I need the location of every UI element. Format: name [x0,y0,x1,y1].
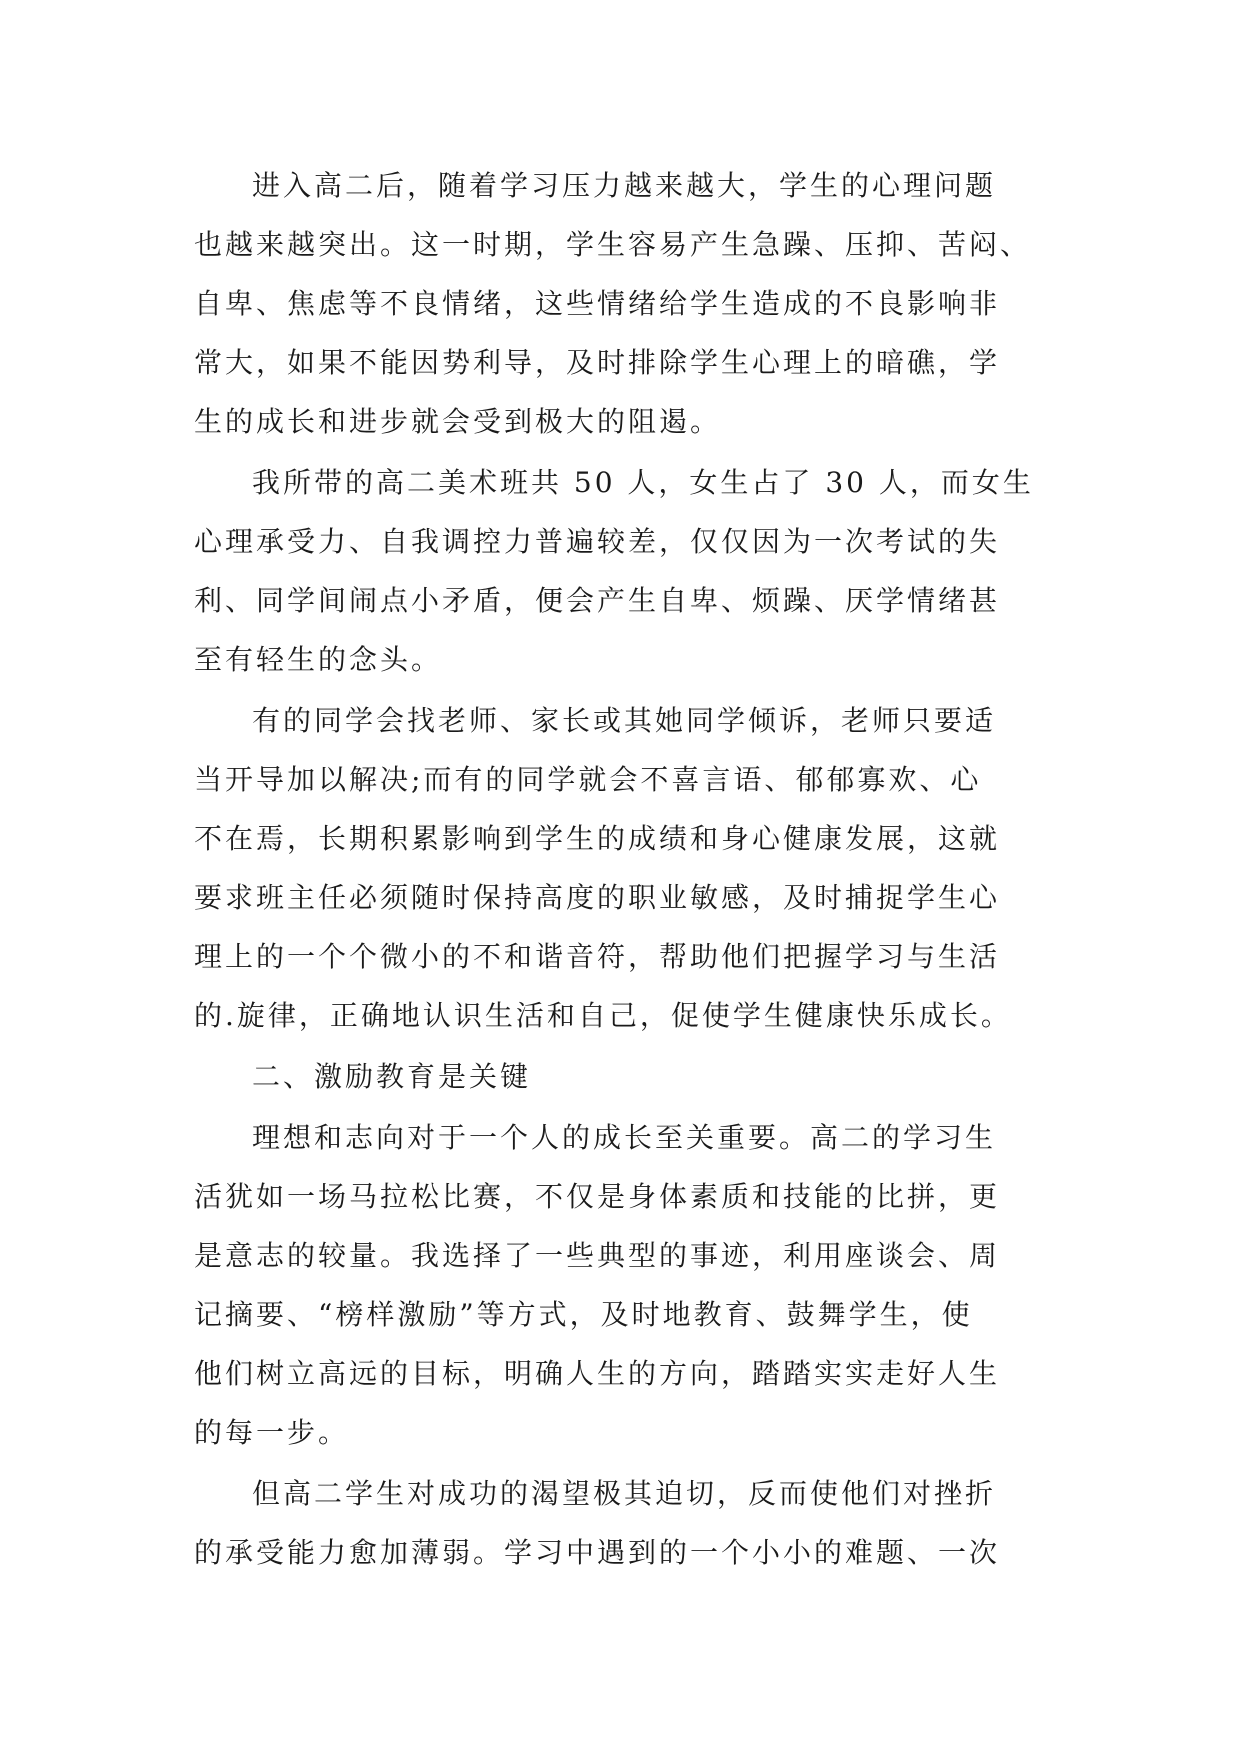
text-line: 的承受能力愈加薄弱。学习中遇到的一个小小的难题、一次 [194,1536,1001,1569]
text-line: 的每一步。 [194,1416,350,1449]
text-line: 不在焉，长期积累影响到学生的成绩和身心健康发展，这就 [194,822,1001,855]
paragraph-5 [194,1464,1054,1582]
text-line: 进入高二后，随着学习压力越来越大，学生的心理问题 [252,169,997,202]
text-line: 利、同学间闹点小矛盾，便会产生自卑、烦躁、厌学情绪甚 [194,584,1001,617]
text-line: 他们树立高远的目标，明确人生的方向，踏踏实实走好人生 [194,1357,1001,1390]
text-line: 生的成长和进步就会受到极大的阻遏。 [194,405,722,438]
paragraph-2 [194,453,1054,689]
document-body [194,156,1054,1584]
text-line: 当开导加以解决;而有的同学就会不喜言语、郁郁寡欢、心 [194,763,982,796]
paragraph-3 [194,691,1054,1045]
text-line: 是意志的较量。我选择了一些典型的事迹，利用座谈会、周 [194,1239,1001,1272]
text-line: 记摘要、“榜样激励”等方式，及时地教育、鼓舞学生，使 [194,1298,973,1331]
text-line: 至有轻生的念头。 [194,643,443,676]
text-line: 我所带的高二美术班共 50 人，女生占了 30 人，而女生 [252,466,1034,499]
text-line: 自卑、焦虑等不良情绪，这些情绪给学生造成的不良影响非 [194,287,1001,320]
text-line: 有的同学会找老师、家长或其她同学倾诉，老师只要适 [252,704,997,737]
section-heading-text: 二、激励教育是关键 [252,1060,532,1093]
text-line: 心理承受力、自我调控力普遍较差，仅仅因为一次考试的失 [194,525,1001,558]
paragraph-1 [194,156,1054,451]
text-line: 活犹如一场马拉松比赛，不仅是身体素质和技能的比拼，更 [194,1180,1001,1213]
paragraph-4 [194,1108,1054,1462]
text-line: 也越来越突出。这一时期，学生容易产生急躁、压抑、苦闷、 [194,228,1032,261]
text-line: 常大，如果不能因势利导，及时排除学生心理上的暗礁，学 [194,346,1001,379]
text-line: 但高二学生对成功的渴望极其迫切，反而使他们对挫折 [252,1477,997,1510]
text-line: 理上的一个个微小的不和谐音符，帮助他们把握学习与生活 [194,940,1001,973]
text-line: 要求班主任必须随时保持高度的职业敏感，及时捕捉学生心 [194,881,1001,914]
text-line: 理想和志向对于一个人的成长至关重要。高二的学习生 [252,1121,997,1154]
section-heading [194,1047,1054,1106]
text-line: 的.旋律，正确地认识生活和自己，促使学生健康快乐成长。 [194,999,1012,1032]
